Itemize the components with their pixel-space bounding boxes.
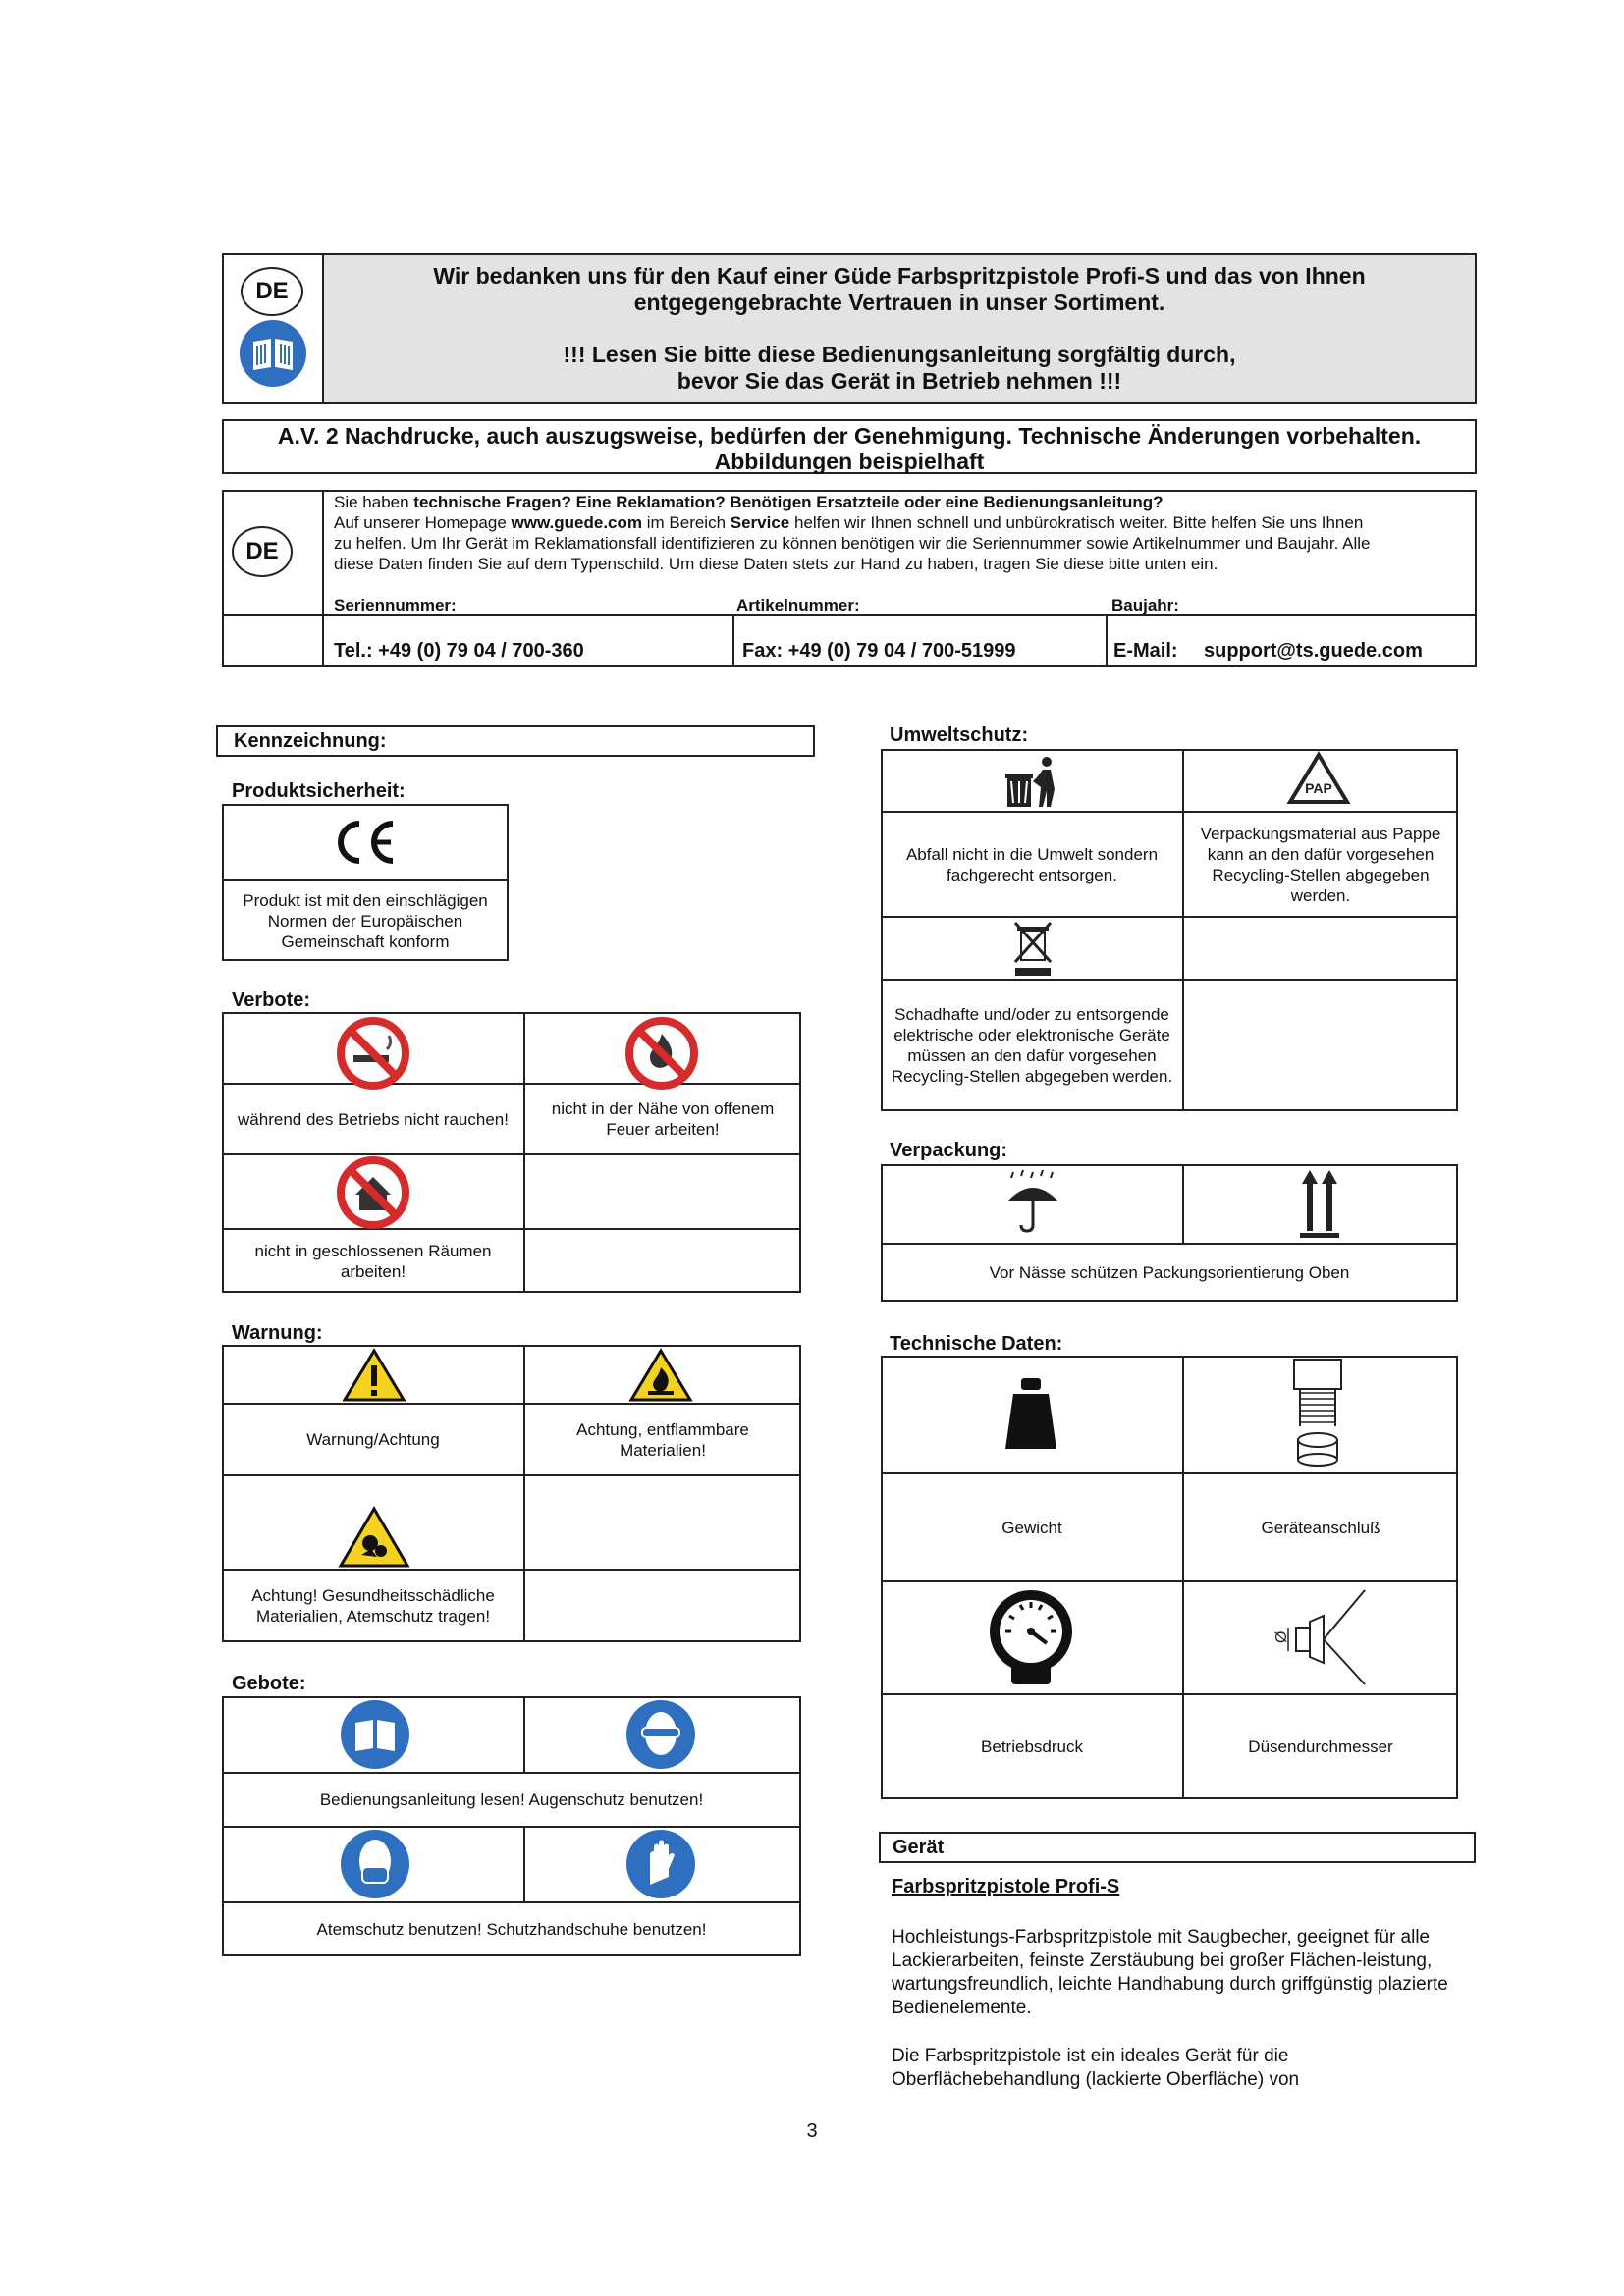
respirator-icon bbox=[339, 1828, 411, 1900]
language-badge: DE bbox=[241, 267, 303, 316]
notice-line2: Abbildungen beispielhaft bbox=[714, 449, 985, 474]
no-open-flame-icon bbox=[624, 1016, 699, 1091]
copyright-notice bbox=[222, 419, 1477, 474]
notice-line1: A.V. 2 Nachdrucke, auch auszugsweise, bedürfen der Genehmigung. Technische Änderungen vorbehalten. bbox=[277, 423, 1422, 449]
serial-number-label: Seriennummer: bbox=[334, 596, 457, 614]
weight-icon bbox=[1003, 1376, 1058, 1451]
weee-bin-icon bbox=[1011, 919, 1055, 976]
ce-mark-icon bbox=[330, 818, 399, 867]
support-info-text: Sie haben technische Fragen? Eine Reklamation? Benötigen Ersatzteile oder eine Bedienungsanleitung? Auf unserer Homepage www.guede.com im Bereich Service helfen wir Ihnen schnell und unbürokratisch weiter. Bitte helfen Sie uns Ihnen zu helfen. Um Ihr Gerät im Reklamationsfall identifizieren zu können benötigen wir die Seriennummer sowie Artikelnummer und Baujahr. Alle diese Daten finden Sie auf dem Typenschild. Um diese Daten stets zur Hand zu haben, tragen Sie diese bitte unten ein. bbox=[334, 493, 1371, 573]
weight-caption: Gewicht bbox=[1001, 1518, 1062, 1537]
intro-warning-line2: bevor Sie das Gerät in Betrieb nehmen !!! bbox=[677, 368, 1122, 394]
email-address[interactable]: support@ts.guede.com bbox=[1204, 640, 1423, 662]
protective-gloves-icon bbox=[624, 1828, 697, 1900]
ce-caption: Produkt ist mit den einschlägigen Normen der Europäischen Gemeinschaft konform bbox=[243, 890, 488, 951]
read-manual-icon bbox=[238, 318, 308, 389]
this-way-up-icon bbox=[1298, 1168, 1341, 1239]
product-usage-text: Die Farbspritzpistole ist ein ideales Gerät für die Oberflächebehandlung (lackierte Oberfläche) von bbox=[892, 2046, 1300, 2090]
verbot-no-smoking-caption: während des Betriebs nicht rauchen! bbox=[238, 1109, 509, 1129]
product-name: Farbspritzpistole Profi-S bbox=[892, 1876, 1120, 1897]
geraet-heading: Gerät bbox=[879, 1832, 1476, 1863]
product-description: Hochleistungs-Farbspritzpistole mit Saugbecher, geeignet für alle Lackierarbeiten, feinste Zerstäubung bei großer Flächen-leistung, wartungsfreundlich, leichte Handhabung durch griffgünstig plazierte Bedienelemente. bbox=[892, 1927, 1448, 2018]
flammable-caption: Achtung, entflammbare Materialien! bbox=[576, 1419, 749, 1460]
keep-dry-icon bbox=[1001, 1168, 1064, 1235]
kennzeichnung-heading: Kennzeichnung: bbox=[216, 725, 815, 757]
waste-disposal-caption: Abfall nicht in die Umwelt sondern fachgerecht entsorgen. bbox=[905, 844, 1159, 884]
verbote-heading: Verbote: bbox=[232, 989, 311, 1011]
email-label: E-Mail: bbox=[1113, 640, 1178, 662]
no-enclosed-room-icon bbox=[336, 1155, 410, 1230]
pressure-caption: Betriebsdruck bbox=[981, 1737, 1083, 1756]
warnung-heading: Warnung: bbox=[232, 1322, 323, 1344]
connection-caption: Geräteanschluß bbox=[1261, 1518, 1380, 1537]
weee-caption: Schadhafte und/oder zu entsorgende elektrische oder elektronische Geräte müssen an den dafür vorgesehen Recycling-Stellen abgegeben werden. bbox=[891, 1005, 1173, 1086]
nozzle-caption: Düsendurchmesser bbox=[1248, 1737, 1393, 1756]
eye-protection-icon bbox=[624, 1698, 697, 1771]
harmful-caption: Achtung! Gesundheitsschädliche Materialien, Atemschutz tragen! bbox=[251, 1586, 495, 1626]
technische-daten-heading: Technische Daten: bbox=[890, 1333, 1063, 1355]
no-smoking-icon bbox=[336, 1016, 410, 1091]
gebote-heading: Gebote: bbox=[232, 1673, 306, 1694]
gebote-row1-caption: Bedienungsanleitung lesen! Augenschutz benutzen! bbox=[319, 1790, 704, 1809]
homepage-link[interactable]: www.guede.com bbox=[511, 513, 643, 532]
device-connection-icon bbox=[1286, 1358, 1349, 1468]
gebote-row2-caption: Atemschutz benutzen! Schutzhandschuhe benutzen! bbox=[316, 1920, 707, 1939]
read-manual-mandatory-icon bbox=[339, 1698, 411, 1771]
page-number: 3 bbox=[806, 2120, 818, 2142]
verbot-no-flame-caption: nicht in der Nähe von offenem Feuer arbeiten! bbox=[551, 1099, 775, 1139]
verbot-no-enclosed-caption: nicht in geschlossenen Räumen arbeiten! bbox=[254, 1242, 492, 1281]
recycling-paper-icon bbox=[1286, 751, 1351, 810]
nozzle-diameter-icon bbox=[1267, 1586, 1375, 1688]
flammable-icon bbox=[628, 1348, 693, 1403]
article-number-label: Artikelnummer: bbox=[736, 596, 860, 614]
year-label: Baujahr: bbox=[1111, 596, 1179, 614]
paper-recycling-caption: Verpackungsmaterial aus Pappe kann an den dafür vorgesehen Recycling-Stellen abgegeben werden. bbox=[1200, 824, 1441, 905]
trash-disposal-icon bbox=[1003, 752, 1062, 811]
pressure-gauge-icon bbox=[988, 1588, 1074, 1686]
harmful-substance-icon bbox=[338, 1506, 410, 1569]
pap-label: PAP bbox=[1305, 780, 1332, 796]
fax: Fax: +49 (0) 79 04 / 700-51999 bbox=[742, 640, 1016, 662]
verpackung-caption: Vor Nässe schützen Packungsorientierung Oben bbox=[989, 1263, 1350, 1282]
umweltschutz-heading: Umweltschutz: bbox=[890, 724, 1029, 746]
support-language-badge: DE bbox=[232, 526, 293, 577]
produktsicherheit-heading: Produktsicherheit: bbox=[232, 780, 406, 802]
verpackung-heading: Verpackung: bbox=[890, 1140, 1008, 1161]
intro-thanks-line1: Wir bedanken uns für den Kauf einer Güde Farbspritzpistole Profi-S und das von Ihnen bbox=[433, 263, 1366, 289]
intro-warning-line1: !!! Lesen Sie bitte diese Bedienungsanleitung sorgfältig durch, bbox=[563, 342, 1236, 367]
nozzle-diameter-symbol: Ø bbox=[1273, 1630, 1290, 1643]
intro-thanks-line2: entgegengebrachte Vertrauen in unser Sortiment. bbox=[633, 290, 1165, 315]
warning-caption: Warnung/Achtung bbox=[306, 1430, 440, 1449]
warning-icon bbox=[342, 1348, 406, 1403]
telephone: Tel.: +49 (0) 79 04 / 700-360 bbox=[334, 640, 584, 662]
